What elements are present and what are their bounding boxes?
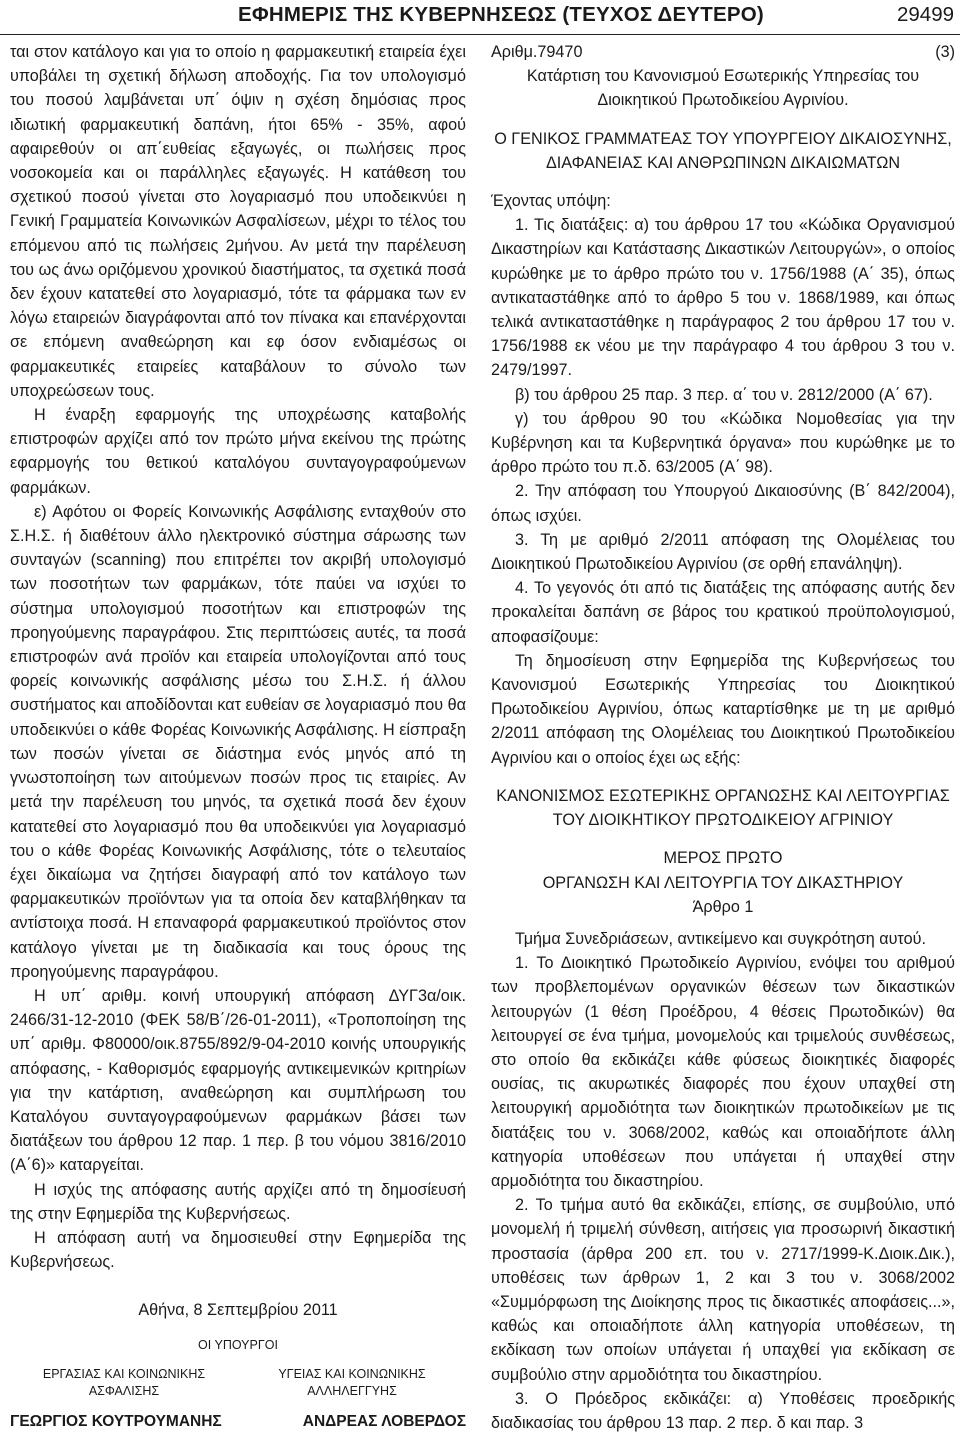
decision-number: Αριθμ.79470 [491, 43, 583, 61]
paragraph: 2. Την απόφαση του Υπουργού Δικαιοσύνης (Β΄ 842/2004), όπως ισχύει. [491, 482, 955, 525]
signatory-2-name: ΑΝΔΡΕΑΣ ΛΟΒΕΡΔΟΣ [302, 1412, 466, 1430]
signature-date: Αθήνα, 8 Σεπτεμβρίου 2011 [138, 1301, 338, 1320]
paragraph: ε) Αφότου οι Φορείς Κοινωνικής Ασφάλισης ενταχθούν στο Σ.Η.Σ. ή διαθέτουν άλλο ηλεκτρονικό σύστημα σάρωσης των συνταγών (scanning) που επιτρέπει τον ακριβή υπολογισμό των ποσοτήτων των φαρμάκων, τότε παύει να ισχύει το σύστημα υπολογισμού ποσοτήτων και επιστροφών της προηγούμενης παραγράφου. Στις περιπτώσεις αυτές, τα ποσά επιστροφών ανά προϊόν και εταιρεία υπολογίζονται από τους φορείς κοινωνικής ασφάλισης μέσω του Σ.Η.Σ. ή άλλου συστήματος και αποδίδονται κατ ευθείαν σε λογαριασμό που θα υποδεικνύει ο κάθε Φορέας Κοινωνικής Ασφάλισης. Η είσπραξη των ποσών γίνεται σε διάστημα ενός μηνός από τη γνωστοποίηση των αιτούμενων ποσών προς τις εταιρίες. Αν μετά την παρέλευση του μηνός, τα σχετικά ποσά δεν έχουν κατατεθεί στο λογαριασμό που θα υποδεικνύει για λογαριασμό του ο κάθε Φορέας Κοινωνικής Ασφάλισης, τότε ο τελευταίος έχει δικαίωμα να ζητήσει διαγραφή από τον κατάλογο των φαρμακευτικών προϊόντων για τα οποία δεν καταβλήθηκαν τα αντίστοιχα ποσά. Η επαναφορά φαρμακευτικού προϊόντος στον κατάλογο γίνεται με τη διαδικασία και τους όρους της προηγούμενης παραγράφου. [10, 502, 466, 981]
paragraph: 1. Το Διοικητικό Πρωτοδικείο Αγρινίου, ενόψει του αριθμού των προβλεπομένων οργανικών θέσεων των δικαστικών λειτουργών (1 θέση Προέδρου, 4 θέσεις Πρωτοδικών) θα λειτουργεί σε ένα τμήμα, μονομελούς και τριμελούς συνθέσεως, στο οποίο θα εκδικάζει κάθε φύσεως διοικητικές διαφορές ουσίας, τις ακυρωτικές διαφορές που έχουν υπαχθεί στη λειτουργική αρμοδιότητα των διοικητικών πρωτοδικείων με τις διατάξεις του ν. 3068/2002, καθώς και οποιαδήποτε άλλη κατηγορία υποθέσεων που υπάγεται ή υπαχθεί στην αρμοδιότητα του δικαστηρίου. [491, 954, 955, 1190]
paragraph: Τμήμα Συνεδριάσεων, αντικείμενο και συγκρότηση αυτού. [515, 929, 926, 948]
paragraph: Τη δημοσίευση στην Εφημερίδα της Κυβερνήσεως του Κανονισμού Εσωτερικής Υπηρεσίας του Διοικητικού Πρωτοδικείου Αγρινίου, όπως καταρτίσθηκε με τη με αριθμό 2/2011 απόφαση της Ολομέλειας του Διοικητικού Πρωτοδικείου Αγρινίου και ο οποίος έχει ως εξής: [491, 651, 955, 767]
decision-number-line [491, 40, 955, 64]
regulation-title: ΚΑΝΟΝΙΣΜΟΣ ΕΣΩΤΕΡΙΚΗΣ ΟΡΓΑΝΩΣΗΣ ΚΑΙ ΛΕΙΤΟΥΡΓΙΑΣ ΤΟΥ ΔΙΟΙΚΗΤΙΚΟΥ ΠΡΩΤΟΔΙΚΕΙΟΥ ΑΓΡΙΝΙΟΥ [496, 786, 950, 830]
part-subtitle: ΟΡΓΑΝΩΣΗ ΚΑΙ ΛΕΙΤΟΥΡΓΙΑ ΤΟΥ ΔΙΚΑΣΤΗΡΙΟΥ [542, 873, 904, 892]
signatory-2-title: ΥΓΕΙΑΣ ΚΑΙ ΚΟΙΝΩΝΙΚΗΣ ΑΛΛΗΛΕΓΓΥΗΣ [278, 1366, 426, 1398]
page-header [0, 0, 960, 35]
signatory-1-name: ΓΕΩΡΓΙΟΣ ΚΟΥΤΡΟΥΜΑΝΗΣ [10, 1412, 222, 1430]
having-regard: Έχοντας υπόψη: [491, 192, 611, 211]
paragraph: Η έναρξη εφαρμογής της υποχρέωσης καταβολής επιστροφών αρχίζει από τον πρώτο μήνα εκείνου της πρώτης εφαρμογής του θετικού καταλόγου συνταγογραφούμενων φαρμάκων. [10, 406, 466, 497]
signature-titles [10, 1366, 466, 1400]
page-number: 29499 [896, 3, 954, 26]
signature-names [10, 1410, 466, 1434]
paragraph: 3. Τη με αριθμό 2/2011 απόφαση της Ολομέλειας του Διοικητικού Πρωτοδικείου Αγρινίου (σε ορθή επανάληψη). [491, 530, 955, 574]
paragraph: Η ισχύς της απόφασης αυτής αρχίζει από τη δημοσίευσή της στην Εφημερίδα της Κυβερνήσεως. [10, 1180, 466, 1223]
paragraph: Η απόφαση αυτή να δημοσιευθεί στην Εφημερίδα της Κυβερνήσεως. [10, 1228, 466, 1272]
paragraph: β) του άρθρου 25 παρ. 3 περ. α΄ του ν. 2812/2000 (Α΄ 67). [515, 385, 933, 404]
paragraph: γ) του άρθρου 90 του «Κώδικα Νομοθεσίας για την Κυβέρνηση και τα Κυβερνητικά όργανα» που κυρώθηκε με το άρθρο πρώτο του π.δ. 63/2005 (Α΄ 98). [491, 409, 955, 477]
paragraph: 3. Ο Πρόεδρος εκδικάζει: α) Υποθέσεις προεδρικής διαδικασίας του άρθρου 13 παρ. 2 περ. δ και παρ. 3 [491, 1389, 955, 1432]
signatory-1-title: ΕΡΓΑΣΙΑΣ ΚΑΙ ΚΟΙΝΩΝΙΚΗΣ ΑΣΦΑΛΙΣΗΣ [42, 1366, 206, 1398]
paragraph: 4. Το γεγονός ότι από τις διατάξεις της απόφασης αυτής δεν προκαλείται δαπάνη σε βάρος του κρατικού προϋπολογισμού, αποφασίζουμε: [491, 579, 955, 646]
decision-index: (3) [935, 43, 955, 61]
article-heading: Άρθρο 1 [692, 897, 754, 916]
paragraph: ται στον κατάλογο και για το οποίο η φαρμακευτική εταιρεία έχει υποβάλει τη σχετική δήλωση αποδοχής. Για τον υπολογισμό του ποσού λαμβάνεται υπ΄ όψιν η σχέση δημόσιας προς ιδιωτική φαρμακευτική δαπάνη, ήτοι 65% - 35%, αφού αφαιρεθούν οι απ΄ευθείας εξαγωγές, οι πωλήσεις προς νοσοκομεία και οι παράλληλες εξαγωγές. Η κατάθεση του σχετικού ποσού γίνεται στο λογαριασμό που υποδεικνύει η Γενική Γραμματεία Κοινωνικών Ασφαλίσεων, μέχρι το τέλος του επόμενου από τις πωλήσεις 2μήνου. Αν μετά την παρέλευση του ως άνω οριζόμενου χρονικού διαστήματος, τα σχετικά ποσά δεν έχουν κατατεθεί στο λογαριασμό, τότε τα φάρμακα των εν λόγω εταιρειών διαγράφονται από τον πίνακα και επανέρχονται σε επόμενη αναθεώρηση και εφ όσον ενδιαμέσως οι φαρμακευτικές εταιρείες καταβάλουν το σύνολο των υποχρεώσεων τους. [10, 43, 466, 400]
gazette-title: ΕΦΗΜΕΡΙΣ ΤΗΣ ΚΥΒΕΡΝΗΣΕΩΣ (ΤΕΥΧΟΣ ΔΕΥΤΕΡΟ) [238, 3, 764, 26]
issuer-title: Ο ΓΕΝΙΚΟΣ ΓΡΑΜΜΑΤΕΑΣ ΤΟΥ ΥΠΟΥΡΓΕΙΟΥ ΔΙΚΑΙΟΣΥΝΗΣ, ΔΙΑΦΑΝΕΙΑΣ ΚΑΙ ΑΝΘΡΩΠΙΝΩΝ ΔΙΚΑΙΩΜΑΤΩΝ [494, 129, 952, 172]
right-column [491, 40, 955, 1435]
ministers-heading: ΟΙ ΥΠΟΥΡΓΟΙ [198, 1337, 278, 1352]
paragraph: 2. Το τμήμα αυτό θα εκδικάζει, επίσης, σε συμβούλιο, υπό μονομελή ή τριμελή σύνθεση, αιτήσεις για προσωρινή δικαστική προστασία (άρθρα 200 επ. του ν. 2717/1999-Κ.Διοικ.Δικ.), υποθέσεις των άρθρων 1, 2 και 3 του ν. 3068/2002 «Συμμόρφωση της Διοίκησης προς τις δικαστικές αποφάσεις...», καθώς και οποιαδήποτε άλλη κατηγορία υποθέσεων, τη εκδίκαση των οποίων υπάγεται ή υπαχθεί για εκδίκαση σε συμβούλιο στην αρμοδιότητα του δικαστηρίου. [491, 1196, 955, 1384]
left-column [10, 40, 466, 1434]
paragraph: 1. Τις διατάξεις: α) του άρθρου 17 του «Κώδικα Οργανισμού Δικαστηρίων και Κατάστασης Δικαστικών Λειτουργών», ο οποίος κυρώθηκε με το άρθρο πρώτο του ν. 1756/1988 (Α΄ 35), όπως αντικαταστάθηκε από το άρθρο 5 του ν. 1868/1989, και όπως τελικά αντικαταστάθηκε η παράγραφος 2 του άρθρου 17 του ν. 1756/1988 εκ νέου με την παράγραφο 4 του άρθρου 3 του ν. 2479/1997. [491, 216, 955, 380]
decision-title: Κατάρτιση του Κανονισμού Εσωτερικής Υπηρεσίας του Διοικητικού Πρωτοδικείου Αγρινίου. [526, 67, 920, 110]
part-title: ΜΕΡΟΣ ΠΡΩΤΟ [663, 849, 783, 868]
paragraph: Η υπ΄ αριθμ. κοινή υπουργική απόφαση ΔΥΓ3α/οικ. 2466/31-12-2010 (ΦΕΚ 58/Β΄/26-01-2011), «Τροποποίηση της υπ΄ αριθμ. Φ80000/οικ.8755/892/9-04-2010 κοινής υπουργικής απόφασης, - Καθορισμός εφαρμογής αντικειμενικών κριτηρίων για την κατάρτιση, αναθεώρηση και συμπλήρωση του Καταλόγου συνταγογραφούμενων φαρμάκων βάσει των διατάξεων του άρθρου 12 παρ. 1 περ. β του νόμου 3816/2010 (Α΄6)» καταργείται. [10, 986, 466, 1175]
